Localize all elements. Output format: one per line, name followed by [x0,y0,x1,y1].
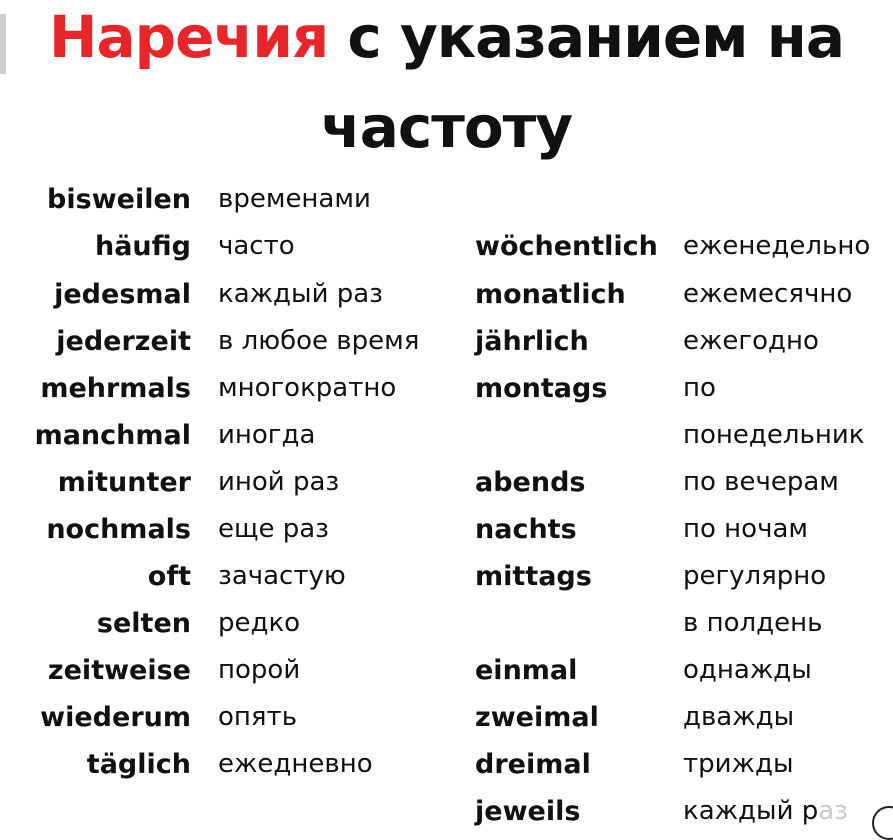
right-translation [683,798,848,824]
left-translation: в любое время [218,326,420,356]
left-translation: многократно [218,373,397,403]
right-translation: еженедельно [683,231,871,261]
right-translation: однажды [683,655,812,685]
left-translation: иной раз [218,467,340,497]
right-word: jährlich [475,326,589,357]
left-translation: опять [218,702,298,732]
left-word: jederzeit [56,326,191,357]
left-word: mitunter [57,467,191,498]
left-word: selten [96,608,191,639]
left-word: häufig [94,231,191,262]
left-word: manchmal [34,420,191,451]
right-translation: ежемесячно [683,279,853,309]
left-word: bisweilen [47,184,191,215]
right-word: einmal [475,655,578,686]
left-word: oft [147,561,191,592]
right-word: montags [475,373,608,404]
left-word: jedesmal [54,279,191,310]
right-translation: по ночам [683,514,808,544]
page-title-line-1 [0,3,893,71]
left-word: nochmals [46,514,191,545]
left-translation: порой [218,655,301,685]
right-translation: в полдень [683,608,823,638]
left-translation: еще раз [218,514,330,544]
right-translation-text: каждый р [683,796,819,826]
right-translation: понедельник [683,420,865,450]
right-word: wöchentlich [475,231,658,262]
right-word: dreimal [475,749,591,780]
right-word: monatlich [475,279,626,310]
right-word: mittags [475,561,592,592]
right-word: zweimal [475,702,599,733]
left-translation: часто [218,231,295,261]
right-translation: трижды [683,749,794,779]
left-translation: редко [218,608,301,638]
left-word: wiederum [40,702,191,733]
right-word: abends [475,467,586,498]
right-translation-faded: аз [818,796,848,826]
title-rest: с указанием на [328,3,844,71]
right-translation: ежегодно [683,326,819,356]
left-translation: ежедневно [218,749,373,779]
right-translation: дважды [683,702,795,732]
title-accent-word: Наречия [48,3,329,71]
left-translation: зачастую [218,561,346,591]
left-word: zeitweise [47,655,191,686]
right-word: nachts [475,514,577,545]
right-word: jeweils [475,796,581,827]
left-translation: временами [218,184,371,214]
left-word: täglich [86,749,191,780]
right-translation: по вечерам [683,467,839,497]
corner-circle-icon [872,806,893,840]
right-translation: по [683,373,716,403]
right-translation: регулярно [683,561,827,591]
left-translation: иногда [218,420,316,450]
left-word: mehrmals [40,373,191,404]
page-title-line-2: частоту [320,93,573,161]
left-translation: каждый раз [218,279,383,309]
